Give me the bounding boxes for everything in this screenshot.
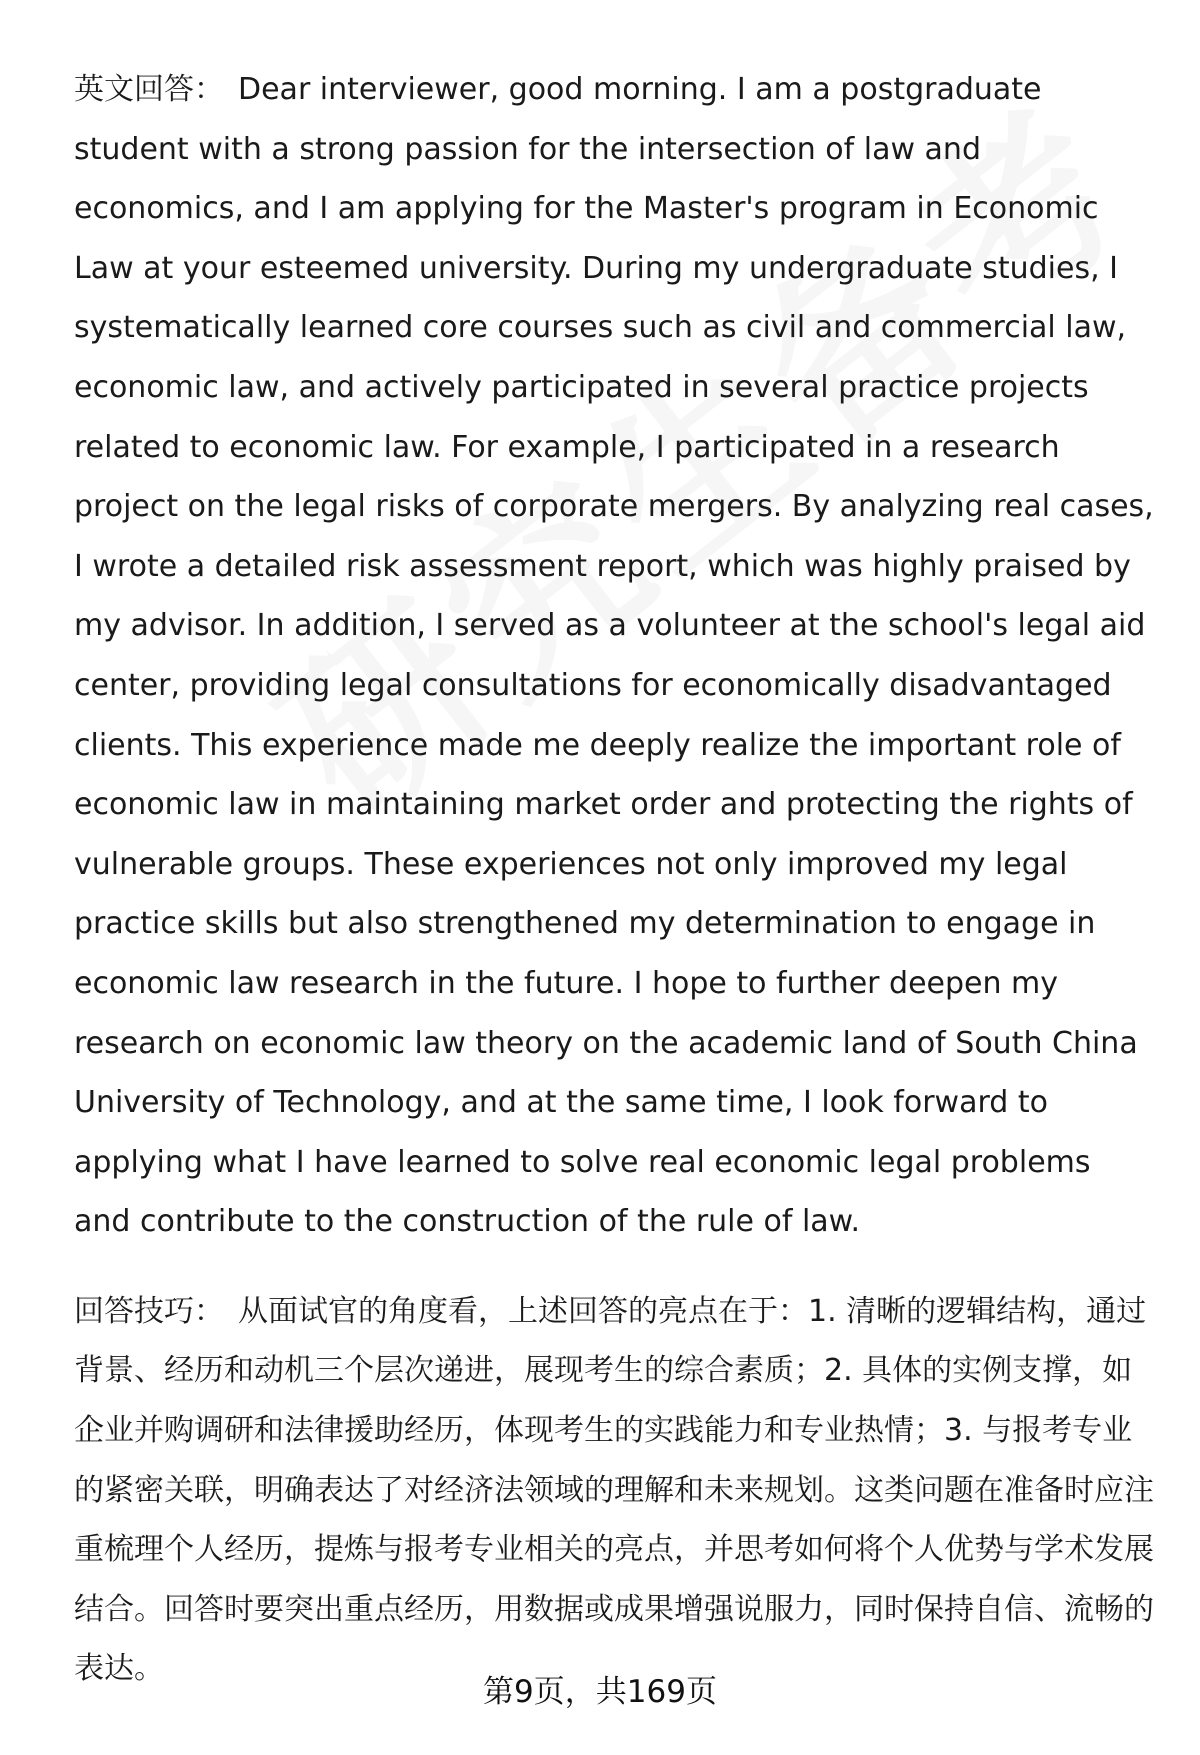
- answer-tips-paragraph: [74, 1282, 1154, 1699]
- page-content: [74, 60, 1154, 1699]
- answer-tips-label: 回答技巧：: [74, 1293, 224, 1329]
- english-answer-label: 英文回答：: [74, 72, 224, 107]
- english-answer-text: Dear interviewer, good morning. I am a postgraduate student with a strong passion for the intersection of law and economics, and I am applying for the Master's program in Economic Law at your esteemed university. During my undergraduate studies, I systematically learned core courses such as civil and commercial law, economic law, and actively participated in several practice projects related to economic law. For example, I participated in a research project on the legal risks of corporate mergers. By analyzing real cases, I wrote a detailed risk assessment report, which was highly praised by my advisor. In addition, I served as a volunteer at the school's legal aid center, providing legal consultations for economically disadvantaged clients. This experience made me deeply realize the important role of economic law in maintaining market order and protecting the rights of vulnerable groups. These experiences not only improved my legal practice skills but also strengthened my determination to engage in economic law research in the future. I hope to further deepen my research on economic law theory on the academic land of South China University of Technology, and at the same time, I look forward to applying what I have learned to solve real economic legal problems and contribute to the construction of the rule of law.: [74, 72, 1154, 1240]
- answer-tips-text: 从面试官的角度看，上述回答的亮点在于：1. 清晰的逻辑结构，通过背景、经历和动机三个层次递进，展现考生的综合素质；2. 具体的实例支撑，如企业并购调研和法律援助经历，体现考生的实践能力和专业热情；3. 与报考专业的紧密关联，明确表达了对经济法领域的理解和未来规划。这类问题在准备时应注重梳理个人经历，提炼与报考专业相关的亮点，并思考如何将个人优势与学术发展结合。回答时要突出重点经历，用数据或成果增强说服力，同时保持自信、流畅的表达。: [74, 1293, 1154, 1687]
- page-number-footer: 第9页，共169页: [483, 1674, 717, 1710]
- english-answer-paragraph: [74, 60, 1154, 1252]
